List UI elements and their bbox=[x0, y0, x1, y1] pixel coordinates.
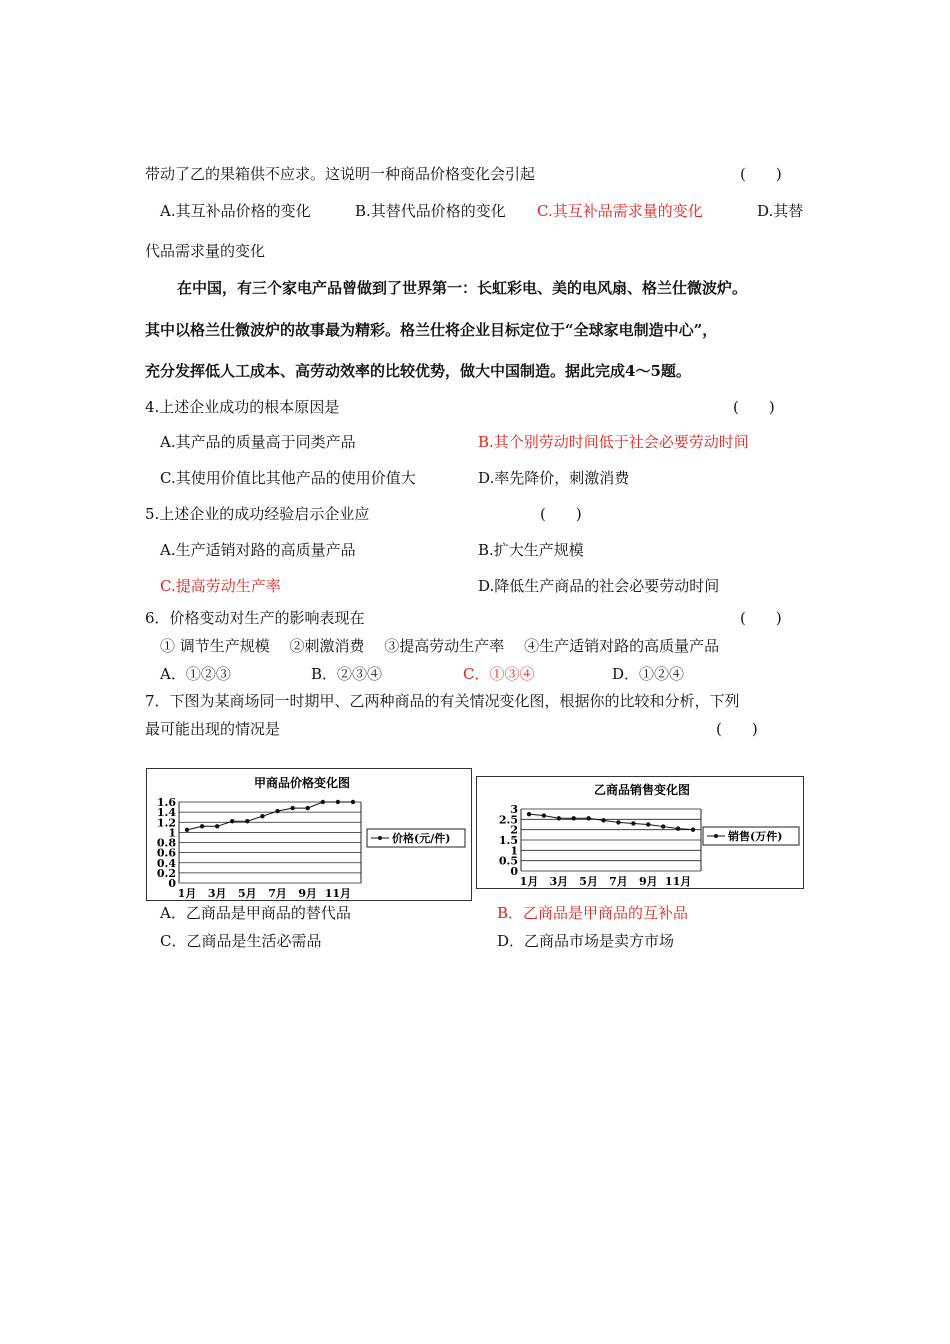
x-tick-label: 3月 bbox=[207, 887, 227, 900]
y-tick-label: 0.2 bbox=[156, 866, 176, 880]
data-point bbox=[275, 809, 279, 813]
q4-stem: 4.上述企业成功的根本原因是 bbox=[145, 398, 340, 416]
data-point bbox=[646, 822, 650, 826]
legend-label: 销售(万件) bbox=[728, 830, 783, 843]
q5-stem: 5.上述企业的成功经验启示企业应 bbox=[145, 505, 370, 523]
y-tick-label: 1.2 bbox=[156, 816, 176, 830]
q7-stem-line-2: 最可能出现的情况是 bbox=[145, 720, 281, 738]
q7-bracket: ( ) bbox=[716, 720, 758, 738]
legend-marker bbox=[378, 836, 382, 840]
data-point bbox=[230, 819, 234, 823]
q6-option-a: A．①②③ bbox=[160, 665, 231, 683]
y-tick-label: 2 bbox=[510, 823, 518, 837]
data-point bbox=[586, 816, 590, 820]
data-point bbox=[306, 806, 310, 810]
chart-title: 甲商品价格变化图 bbox=[253, 776, 351, 790]
chart-yi-sales bbox=[476, 776, 804, 889]
y-tick-label: 1.5 bbox=[498, 834, 518, 847]
x-tick-label: 11月 bbox=[324, 887, 352, 900]
q5-bracket: ( ) bbox=[540, 505, 582, 523]
passage-line-3: 充分发挥低人工成本、高劳动效率的比较优势，做大中国制造。据此完成4～5题。 bbox=[145, 362, 691, 380]
data-point bbox=[321, 800, 325, 804]
q4-option-a: A.其产品的质量高于同类产品 bbox=[160, 433, 356, 451]
q6-option-d: D．①②④ bbox=[612, 665, 685, 683]
y-tick-label: 0 bbox=[510, 865, 518, 878]
y-tick-label: 0.6 bbox=[156, 846, 176, 860]
y-tick-label: 0.5 bbox=[498, 854, 518, 868]
q5-option-b: B.扩大生产规模 bbox=[478, 541, 584, 559]
data-point bbox=[260, 814, 264, 818]
q5-option-a: A.生产适销对路的高质量产品 bbox=[160, 541, 356, 559]
x-tick-label: 7月 bbox=[609, 875, 628, 888]
data-point bbox=[661, 824, 665, 828]
q3-option-d-cont: 代品需求量的变化 bbox=[145, 242, 266, 260]
chart-jia-svg bbox=[147, 769, 471, 900]
x-tick-label: 5月 bbox=[579, 875, 598, 888]
x-tick-label: 7月 bbox=[268, 887, 287, 900]
q7-option-c: C．乙商品是生活必需品 bbox=[160, 932, 322, 950]
q6-items: ① 调节生产规模 ②刺激消费 ③提高劳动生产率 ④生产适销对路的高质量产品 bbox=[160, 637, 720, 655]
q3-stem: 带动了乙的果箱供不应求。这说明一种商品价格变化会引起 bbox=[145, 165, 536, 183]
passage-line-1: 在中国，有三个家电产品曾做到了世界第一：长虹彩电、美的电风扇、格兰仕微波炉。 bbox=[177, 279, 748, 297]
x-tick-label: 3月 bbox=[549, 875, 569, 888]
q7-option-a: A．乙商品是甲商品的替代品 bbox=[160, 904, 351, 922]
data-point bbox=[676, 826, 680, 830]
q7-option-b: B．乙商品是甲商品的互补品 bbox=[497, 904, 689, 922]
q7-stem-line-1: 7．下图为某商场同一时期甲、乙两种商品的有关情况变化图，根据你的比较和分析，下列 bbox=[145, 692, 740, 710]
q6-option-b: B．②③④ bbox=[311, 665, 383, 683]
q4-option-d: D.率先降价，刺激消费 bbox=[478, 469, 630, 487]
y-tick-label: 1 bbox=[510, 844, 518, 858]
data-point bbox=[542, 813, 546, 817]
y-tick-label: 0 bbox=[168, 877, 176, 890]
q3-option-a: A.其互补品价格的变化 bbox=[160, 202, 311, 220]
chart-title: 乙商品销售变化图 bbox=[593, 783, 691, 797]
data-point bbox=[631, 821, 635, 825]
x-tick-label: 11月 bbox=[664, 875, 692, 888]
legend-marker bbox=[714, 834, 718, 838]
x-tick-label: 1月 bbox=[519, 875, 539, 888]
y-tick-label: 1 bbox=[168, 826, 176, 840]
data-point bbox=[185, 828, 189, 832]
passage-line-2: 其中以格兰仕微波炉的故事最为精彩。格兰仕将企业目标定位于“全球家电制造中心”， bbox=[145, 321, 718, 339]
series-line bbox=[187, 802, 353, 830]
q6-stem: 6．价格变动对生产的影响表现在 bbox=[145, 609, 365, 627]
chart-jia-price bbox=[146, 768, 472, 901]
q3-option-d: D.其替 bbox=[757, 202, 804, 220]
y-tick-label: 1.4 bbox=[156, 806, 176, 820]
q3-option-b: B.其替代品价格的变化 bbox=[355, 202, 506, 220]
data-point bbox=[351, 800, 355, 804]
q4-option-b: B.其个别劳动时间低于社会必要劳动时间 bbox=[478, 433, 749, 451]
data-point bbox=[200, 824, 204, 828]
y-tick-label: 0.8 bbox=[156, 836, 176, 850]
chart-yi-svg bbox=[477, 777, 803, 888]
y-tick-label: 3 bbox=[510, 803, 518, 816]
q4-option-c: C.其使用价值比其他产品的使用价值大 bbox=[160, 469, 416, 487]
data-point bbox=[616, 820, 620, 824]
y-tick-label: 0.4 bbox=[156, 856, 176, 870]
q3-option-c: C.其互补品需求量的变化 bbox=[537, 202, 703, 220]
series-line bbox=[529, 814, 693, 830]
q6-bracket: ( ) bbox=[740, 609, 782, 627]
data-point bbox=[601, 818, 605, 822]
data-point bbox=[557, 816, 561, 820]
data-point bbox=[691, 827, 695, 831]
x-tick-label: 5月 bbox=[238, 887, 257, 900]
x-tick-label: 1月 bbox=[177, 887, 197, 900]
q5-option-d: D.降低生产商品的社会必要劳动时间 bbox=[478, 577, 720, 595]
data-point bbox=[215, 824, 219, 828]
q3-bracket: ( ) bbox=[740, 165, 782, 183]
q5-option-c: C.提高劳动生产率 bbox=[160, 577, 281, 595]
q7-option-d: D．乙商品市场是卖方市场 bbox=[497, 932, 675, 950]
x-tick-label: 9月 bbox=[298, 887, 318, 900]
data-point bbox=[290, 806, 294, 810]
y-tick-label: 2.5 bbox=[498, 813, 518, 827]
legend-label: 价格(元/件) bbox=[392, 832, 451, 845]
data-point bbox=[572, 816, 576, 820]
q4-bracket: ( ) bbox=[733, 398, 775, 416]
x-tick-label: 9月 bbox=[638, 875, 658, 888]
q6-option-c: C．①③④ bbox=[463, 665, 535, 683]
data-point bbox=[336, 800, 340, 804]
y-tick-label: 1.6 bbox=[156, 796, 176, 809]
data-point bbox=[245, 819, 249, 823]
data-point bbox=[527, 812, 531, 816]
